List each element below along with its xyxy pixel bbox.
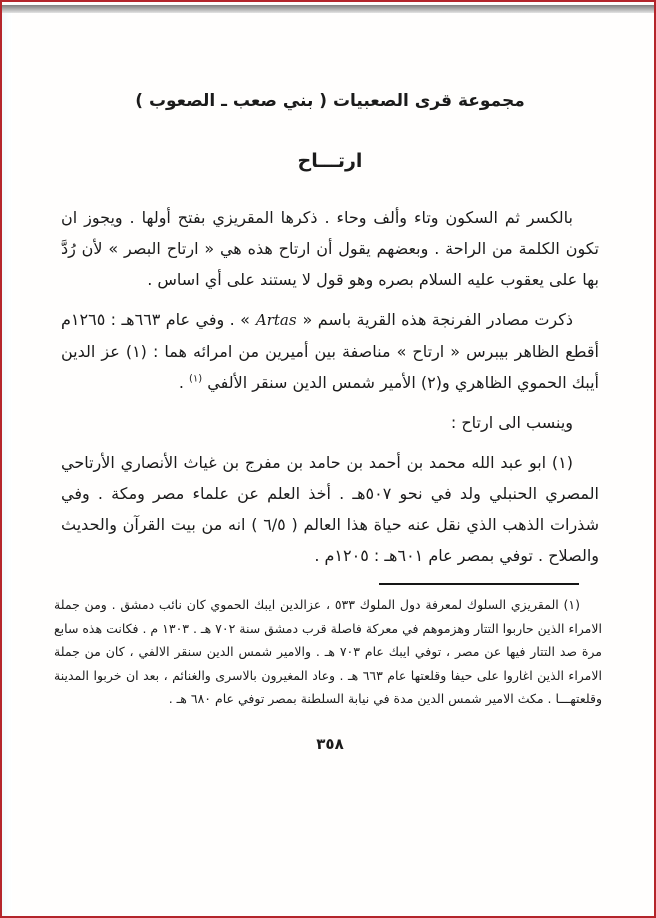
- frankish-name: Artas: [255, 311, 297, 329]
- paragraph-biography: (١) ابو عبد الله محمد بن أحمد بن حامد بن مفرج بن غياث الأنصاري الأرتاحي المصري الحنبلي ولد في نحو ٥٠٧هـ . أخذ العلم عن علماء مصر ومكة . وفي شذرات الذهب الذي نقل عنه حياة هذا العالم ( ٦/٥ ) انه من بيت القرآن والحديث والصلاح . توفي بمصر عام ٦٠١هـ : ١٢٠٥م .: [61, 453, 599, 565]
- paragraph-history-text-2: » . وفي عام ٦٦٣هـ : ١٢٦٥م أقطع الظاهر بيبرس « ارتاح » مناصفة بين أميرين من امرائه هما : (١) عز الدين أيبك الحموي الظاهري و(٢) الأمير شمس الدين سنقر الألفي: [61, 310, 600, 392]
- paragraph-nisba-intro: وينسب الى ارتاح :: [450, 413, 573, 432]
- paragraph-history-text-1: ذكرت مصادر الفرنجة هذه القرية باسم «: [302, 310, 573, 329]
- paragraph-history-text-3: .: [178, 373, 189, 392]
- paragraph-history: [61, 304, 599, 398]
- scan-left-sheen: [2, 13, 12, 916]
- section-title: مجموعة قرى الصعبيات ( بني صعب ـ الصعوب ): [135, 91, 525, 111]
- footnote-text: (١) المقريزي السلوك لمعرفة دول الملوك ٥٣٣ ، عزالدين ايبك الحموي كان نائب دمشق . ومن جملة الامراء الذين حاربوا التتار وهزموهم في معركة فاصلة قرب دمشق سنة ٧٠٢ هـ . ١٣٠٣ م . فكانت هذه سابع مرة صد التتار فيها عن مصر ، توفي ايبك عام ٧٠٣ هـ . والامير شمس الدين سنقر الالفي ، كان من جملة الامراء الذين اغاروا على حيفا وقلعتها عام ٦٦٣ هـ . وعاد المغيرون بالاسرى والغنائم ، بعد ان خربوا المدينة وقلعتهـــا . مكث الامير شمس الدين مدة في نيابة السلطنة بمصر توفي عام ٦٨٠ هـ .: [54, 597, 603, 706]
- footnote-separator-rule: [379, 583, 579, 585]
- entry-title: ارتـــاح: [297, 150, 363, 172]
- page-content: [54, 88, 603, 753]
- scan-edge-shadow: [2, 5, 654, 13]
- footnote-reference-mark: (١): [188, 373, 203, 385]
- page-number: ٣٥٨: [316, 734, 344, 753]
- paragraph-etymology: بالكسر ثم السكون وتاء وألف وحاء . ذكرها المقريزي بفتح أولها . ويجوز ان تكون الكلمة من الراحة . وبعضهم يقول أن ارتاح هذه هي « ارتاح البصر » لأن رُدَّ بها على يعقوب عليه السلام بصره وهو قول لا يستند على أي اساس .: [61, 208, 599, 289]
